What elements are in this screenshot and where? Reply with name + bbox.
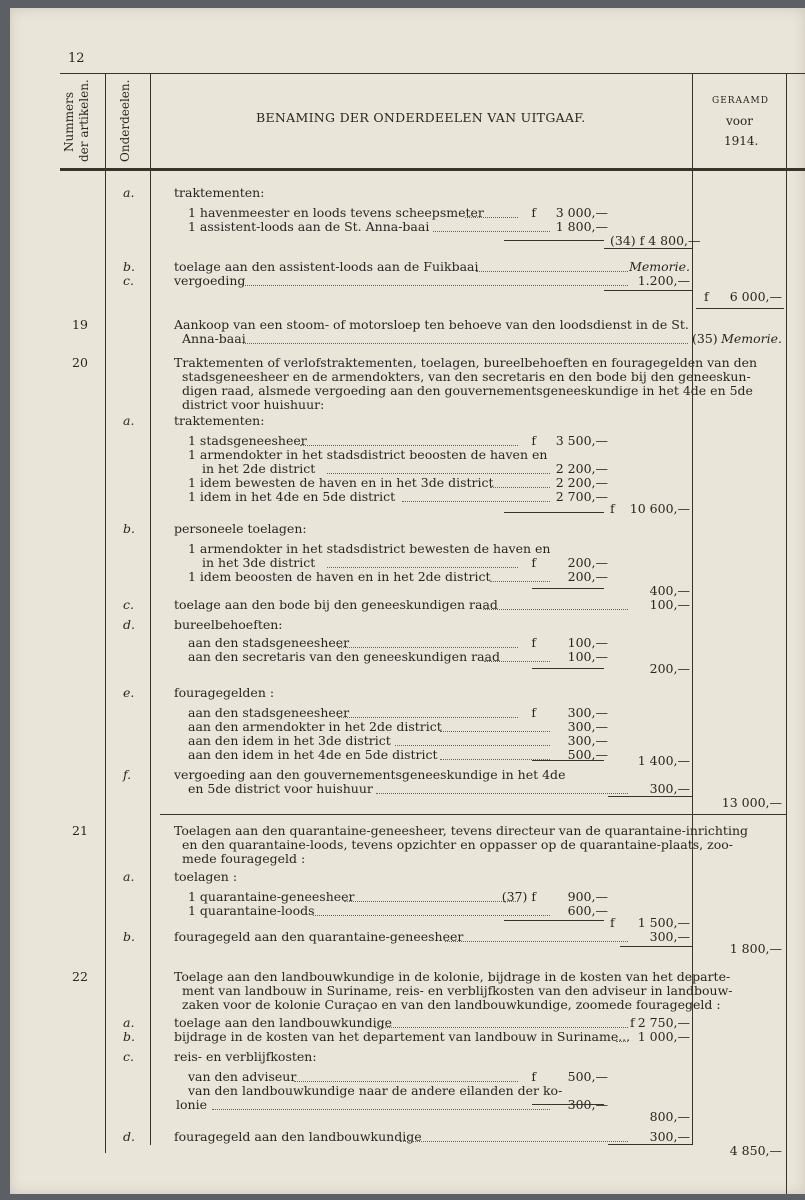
column-amount: 300,— <box>649 1129 690 1144</box>
inner-amount: 200,— <box>567 555 608 570</box>
dot-leader <box>294 1081 518 1082</box>
inner-amount: 100,— <box>567 649 608 664</box>
inner-amount: 2 200,— <box>555 461 608 476</box>
subtotal-rule <box>604 290 692 291</box>
article-total: 4 850,— <box>729 1143 782 1158</box>
item-text: mede fouragegeld : <box>182 851 306 866</box>
subtotal-rule <box>504 920 604 921</box>
article-total: Memorie. <box>721 331 782 346</box>
currency-f: f <box>610 915 615 930</box>
inner-amount: 100,— <box>567 635 608 650</box>
item-text: Toelage aan den landbouwkundige in de kolonie, bijdrage in de kosten van het departe- <box>174 969 731 984</box>
subdivision-letter: d. <box>123 617 135 632</box>
item-text: reis- en verblijfkosten: <box>174 1049 317 1064</box>
inner-amount: 300,— <box>567 1097 608 1112</box>
currency-f: f <box>531 705 536 720</box>
header-main-title: BENAMING DER ONDERDEELEN VAN UITGAAF. <box>256 110 586 125</box>
item-text: 1 armendokter in het stadsdistrict beoosten de haven en <box>188 447 548 462</box>
item-text: fouragegelden : <box>174 685 275 700</box>
item-text: 1 idem bewesten de haven en in het 3de district <box>188 475 494 490</box>
item-text: fouragegeld aan den quarantaine-geneesheer <box>174 929 464 944</box>
currency-f: f <box>531 1069 536 1084</box>
column-amount: 10 600,— <box>629 501 690 516</box>
article-total: 1 800,— <box>729 941 782 956</box>
subdivision-letter: c. <box>123 1049 134 1064</box>
item-text: toelage aan den assistent-loods aan de Fuikbaai <box>174 259 479 274</box>
item-text: in het 2de district <box>202 461 316 476</box>
page-number: 12 <box>68 51 85 66</box>
item-text: 1 havenmeester en loods tevens scheepsmeter <box>188 205 484 220</box>
ledger-page <box>10 8 805 1194</box>
header-col-onderdeelen: Onderdeelen. <box>118 79 132 162</box>
article-number: 19 <box>72 317 88 332</box>
item-text: 1 idem in het 4de en 5de district <box>188 489 396 504</box>
item-text: en 5de district voor huishuur <box>188 781 373 796</box>
inner-amount: 300,— <box>567 719 608 734</box>
subdivision-letter: a. <box>123 1015 135 1030</box>
item-text: aan den armendokter in het 2de district <box>188 719 442 734</box>
subtotal-rule <box>620 946 692 947</box>
header-year: 1914. <box>724 134 759 148</box>
currency-f: f <box>531 555 536 570</box>
item-text: toelage aan den bode bij den geneeskundigen raad <box>174 597 498 612</box>
total-rule <box>696 308 784 309</box>
currency-f: f <box>531 205 536 220</box>
item-text: district voor huishuur: <box>182 397 325 412</box>
currency-f: (37) f <box>501 889 536 904</box>
item-text: personeele toelagen: <box>174 521 307 536</box>
subdivision-letter: c. <box>123 273 134 288</box>
item-text: digen raad, alsmede vergoeding aan den gouvernementsgeneeskundige in het 4de en 5de <box>182 383 753 398</box>
subtotal-rule <box>608 796 692 797</box>
currency-f: f <box>630 1015 635 1030</box>
inner-amount: 200,— <box>567 569 608 584</box>
header-col-nummers-line2: der artikelen. <box>77 79 91 162</box>
item-text: 1 assistent-loods aan de St. Anna-baai <box>188 219 430 234</box>
col-rule-1 <box>105 73 106 1153</box>
item-text: 1 idem beoosten de haven en in het 2de district <box>188 569 491 584</box>
article-total: 6 000,— <box>729 289 782 304</box>
item-text: bureelbehoeften: <box>174 617 283 632</box>
item-text: vergoeding <box>174 273 246 288</box>
article-number: 20 <box>72 355 88 370</box>
item-text: in het 3de district <box>202 555 316 570</box>
article-number: 22 <box>72 969 88 984</box>
col-rule-4 <box>786 73 787 1194</box>
column-amount: 800,— <box>649 1109 690 1124</box>
subtotal-rule <box>608 1144 692 1145</box>
item-text: fouragegeld aan den landbouwkundige <box>174 1129 422 1144</box>
subtotal-note: (34) f 4 800,— <box>610 233 701 248</box>
item-text: van den adviseur <box>188 1069 297 1084</box>
article-separator <box>160 814 786 815</box>
item-text: ment van landbouw in Suriname, reis- en verblijfkosten van den adviseur in landbouw- <box>182 983 733 998</box>
item-text: Anna-baai <box>182 331 246 346</box>
currency-f: f <box>531 635 536 650</box>
column-amount: 1 400,— <box>637 753 690 768</box>
inner-amount: 3 500,— <box>555 433 608 448</box>
currency-f: f <box>531 433 536 448</box>
column-amount: 300,— <box>649 781 690 796</box>
subdivision-letter: b. <box>123 521 135 536</box>
inner-amount: 500,— <box>567 1069 608 1084</box>
item-text: aan den idem in het 4de en 5de district <box>188 747 438 762</box>
inner-amount: 900,— <box>567 889 608 904</box>
subtotal-rule <box>504 240 604 241</box>
inner-amount: 2 200,— <box>555 475 608 490</box>
column-amount: 300,— <box>649 929 690 944</box>
footnote-ref: (35) <box>692 331 718 346</box>
item-text: 1 quarantaine-geneesheer <box>188 889 355 904</box>
inner-amount: 600,— <box>567 903 608 918</box>
subtotal-rule <box>604 248 692 249</box>
item-text: Aankoop van een stoom- of motorsloep ten behoeve van den loodsdienst in de St. <box>174 317 689 332</box>
subdivision-letter: a. <box>123 185 135 200</box>
item-text: aan den idem in het 3de district <box>188 733 391 748</box>
item-text: lonie <box>176 1097 207 1112</box>
subtotal-rule <box>532 1104 604 1105</box>
item-text: van den landbouwkundige naar de andere eilanden der ko- <box>188 1083 563 1098</box>
header-voor: voor <box>726 114 753 128</box>
subtotal-rule <box>532 588 604 589</box>
item-text: Toelagen aan den quarantaine-geneesheer, tevens directeur van de quarantaine-inrichting <box>174 823 748 838</box>
currency-f: f <box>610 501 615 516</box>
inner-amount: 2 700,— <box>555 489 608 504</box>
dot-leader <box>243 343 688 344</box>
subdivision-letter: b. <box>123 1029 135 1044</box>
item-text: aan den stadsgeneesheer <box>188 635 350 650</box>
item-text: Traktementen of verlofstraktementen, toelagen, bureelbehoeften en fouragegelden van den <box>174 355 758 370</box>
item-text: zaken voor de kolonie Curaçao en van den landbouwkundige, zoomede fouragegeld : <box>182 997 721 1012</box>
item-text: traktementen: <box>174 413 265 428</box>
subdivision-letter: b. <box>123 259 135 274</box>
subdivision-letter: a. <box>123 869 135 884</box>
article-total: 13 000,— <box>721 795 782 810</box>
header-col-nummers <box>62 79 92 162</box>
subdivision-letter: f. <box>123 767 132 782</box>
column-amount: 1 000,— <box>637 1029 690 1044</box>
subtotal-rule <box>532 760 604 761</box>
column-amount: 1.200,— <box>637 273 690 288</box>
column-amount: 2 750,— <box>637 1015 690 1030</box>
item-text: aan den secretaris van den geneeskundigen raad <box>188 649 500 664</box>
item-text: 1 armendokter in het stadsdistrict bewesten de haven en <box>188 541 551 556</box>
inner-amount: 300,— <box>567 733 608 748</box>
inner-amount: 3 000,— <box>555 205 608 220</box>
item-text: vergoeding aan den gouvernementsgeneeskundige in het 4de <box>174 767 566 782</box>
inner-amount: 500,— <box>567 747 608 762</box>
column-amount: 1 500,— <box>637 915 690 930</box>
subdivision-letter: e. <box>123 685 135 700</box>
item-text: stadsgeneesheer en de armendokters, van den secretaris en den bode bij den geneeskun- <box>182 369 751 384</box>
subdivision-letter: b. <box>123 929 135 944</box>
col-rule-2 <box>150 73 151 1145</box>
currency-f: f <box>704 289 709 304</box>
item-text: en den quarantaine-loods, tevens opzichter en oppasser op de quarantaine-plaats, zoo- <box>182 837 733 852</box>
item-text: toelage aan den landbouwkundige <box>174 1015 392 1030</box>
header-col-nummers-line1: Nummers <box>62 92 76 152</box>
subtotal-rule <box>504 512 604 513</box>
header-bottom-rule <box>60 168 805 171</box>
item-text: aan den stadsgeneesheer <box>188 705 350 720</box>
item-text: bijdrage in de kosten van het departement van landbouw in Suriname... <box>174 1029 631 1044</box>
header-geraamd: GERAAMD <box>712 96 769 106</box>
header-top-rule <box>60 73 805 74</box>
subdivision-letter: a. <box>123 413 135 428</box>
column-amount: Memorie. <box>629 259 690 274</box>
column-amount: 400,— <box>649 583 690 598</box>
inner-amount: 1 800,— <box>555 219 608 234</box>
item-text: toelagen : <box>174 869 238 884</box>
item-text: 1 stadsgeneesheer <box>188 433 307 448</box>
item-text: 1 quarantaine-loods <box>188 903 315 918</box>
column-amount: 100,— <box>649 597 690 612</box>
dot-leader <box>300 445 518 446</box>
subdivision-letter: d. <box>123 1129 135 1144</box>
subtotal-rule <box>532 668 604 669</box>
item-text: traktementen: <box>174 185 265 200</box>
inner-amount: 300,— <box>567 705 608 720</box>
article-number: 21 <box>72 823 88 838</box>
column-amount: 200,— <box>649 661 690 676</box>
subdivision-letter: c. <box>123 597 134 612</box>
